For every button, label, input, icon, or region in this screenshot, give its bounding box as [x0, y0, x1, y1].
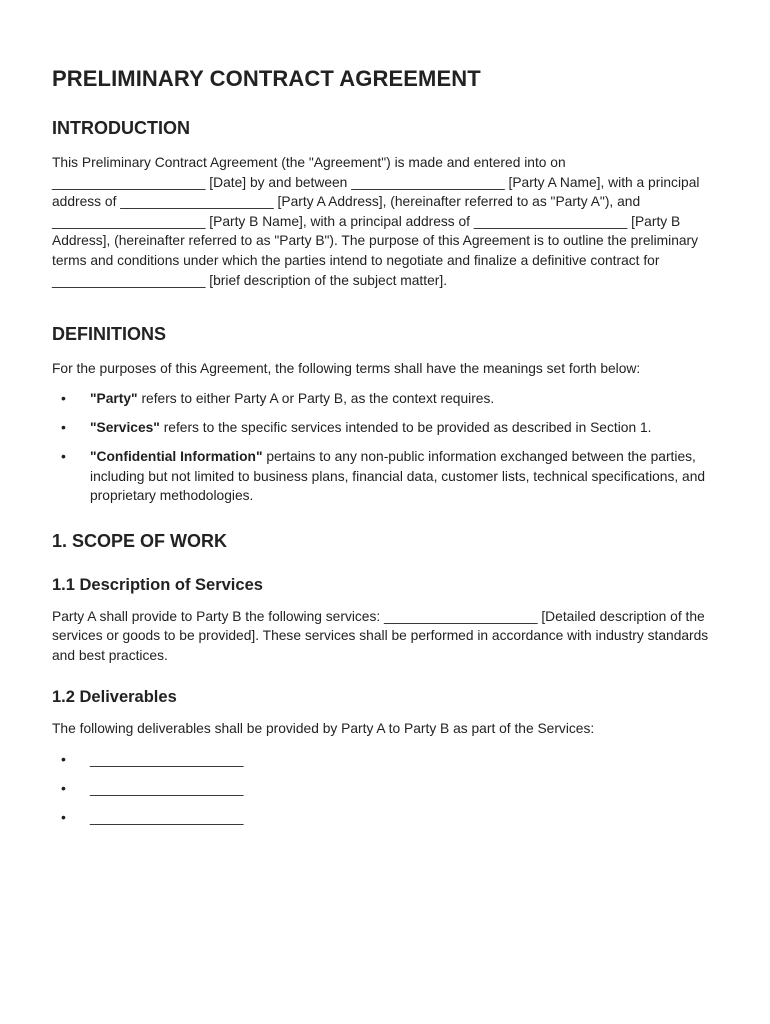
deliverable-blank: ____________________: [90, 781, 244, 797]
description-of-services-heading: 1.1 Description of Services: [52, 575, 263, 594]
deliverables-heading: 1.2 Deliverables: [52, 687, 177, 706]
scope-heading: 1. SCOPE OF WORK: [52, 530, 228, 551]
definition-text: pertains to any non-public information exchanged between the parties, including but not limited to business plans, financial data, customer lists, technical specifications, and proprietary methodologies.: [90, 448, 706, 504]
list-item: [52, 808, 720, 828]
definition-text: refers to the specific services intended to be provided as described in Section 1.: [159, 419, 652, 435]
list-item: [52, 779, 720, 799]
definition-text: refers to either Party A or Party B, as the context requires.: [137, 390, 495, 406]
bullet-icon: •: [61, 809, 66, 826]
description-of-services-paragraph: Party A shall provide to Party B the following services: ____________________ [Detailed description of the services or goods to be provided]. These services shall be performed in accordance with industry standards and best practices.: [52, 608, 709, 663]
definitions-list: [52, 389, 720, 506]
list-item: [52, 418, 720, 438]
definition-term: "Party": [90, 390, 138, 406]
bullet-icon: •: [61, 389, 66, 406]
deliverables-list: [52, 750, 720, 828]
definitions-heading: DEFINITIONS: [52, 324, 167, 345]
bullet-icon: •: [61, 418, 66, 435]
list-item: [52, 447, 720, 506]
document-title: PRELIMINARY CONTRACT AGREEMENT: [52, 66, 481, 91]
bullet-icon: •: [61, 780, 66, 797]
bullet-icon: •: [61, 751, 66, 768]
document-page: [52, 66, 720, 837]
definition-term: "Services": [90, 419, 160, 435]
bullet-icon: •: [61, 447, 66, 464]
introduction-heading: INTRODUCTION: [52, 118, 190, 138]
deliverable-blank: ____________________: [90, 752, 244, 768]
deliverables-intro: The following deliverables shall be provided by Party A to Party B as part of the Services:: [52, 720, 595, 736]
deliverable-blank: ____________________: [90, 810, 244, 826]
list-item: [52, 389, 720, 409]
introduction-paragraph: This Preliminary Contract Agreement (the "Agreement") is made and entered into on ____________________ [Date] by and between ____________________ [Party A Name], with a principal address of ____________________ [Party A Address], (hereinafter referred to as "Party A"), and ____________________ [Party B Name], with a principal address of ____________________ [Party B Address], (hereinafter referred to as "Party B"). The purpose of this Agreement is to outline the preliminary terms and conditions under which the parties intend to negotiate and finalize a definitive contract for ____________________ [brief description of the subject matter].: [52, 155, 700, 288]
definition-term: "Confidential Information": [90, 448, 263, 464]
list-item: [52, 750, 720, 770]
definitions-intro: For the purposes of this Agreement, the following terms shall have the meanings set forth below:: [52, 361, 641, 377]
